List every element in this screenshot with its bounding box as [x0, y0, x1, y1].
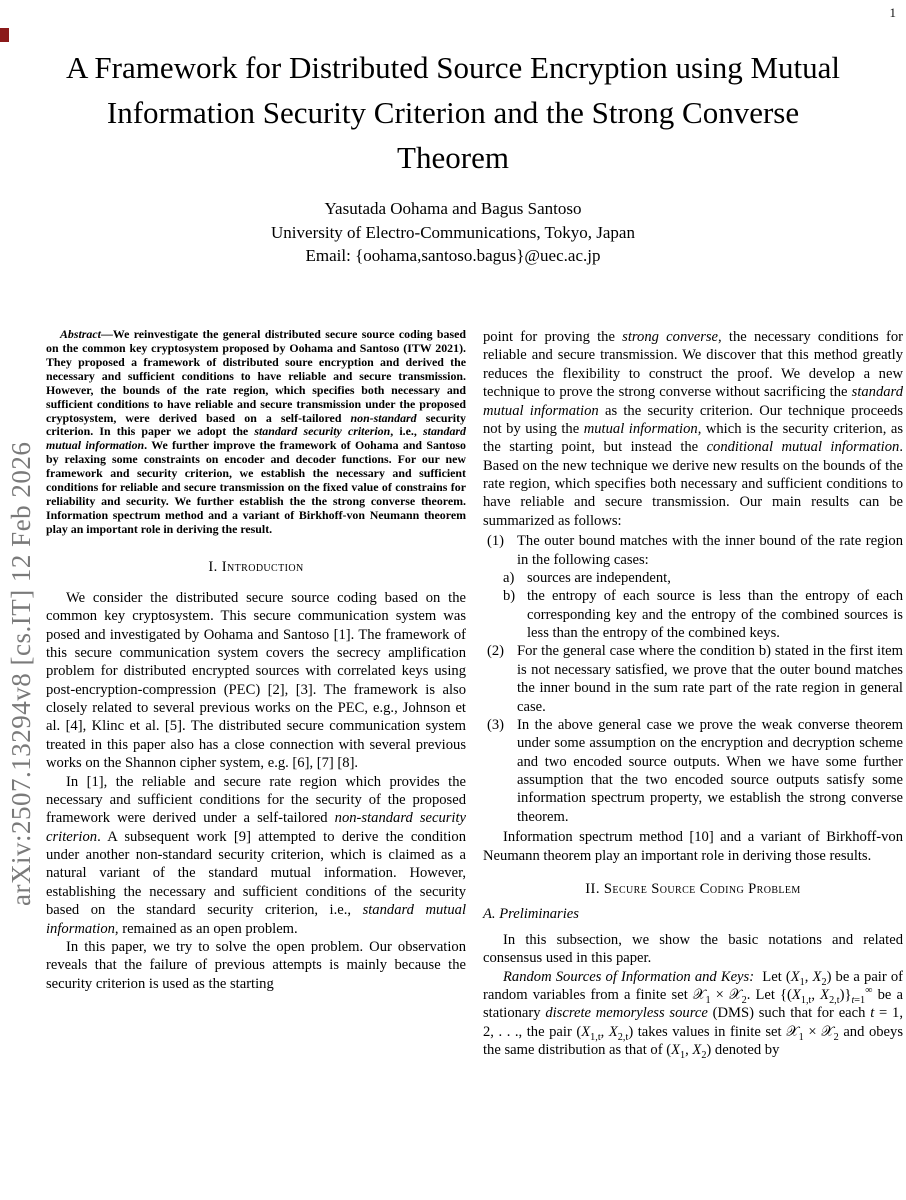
list-item-1-marker: (1) [487, 533, 505, 550]
two-column-body [46, 328, 903, 1060]
list-item-3-text: In the above general case we prove the weak converse theorem under some assumption on the encryption and decryption scheme and two encoded source outputs. When we have some further assumption that the two encoded source outputs satisfy some information spectrum property, we establish the strong converse theorem. [517, 716, 903, 825]
authors: Yasutada Oohama and Bagus Santoso [324, 198, 582, 218]
after-list-paragraph: Information spectrum method [10] and a variant of Birkhoff-von Neumann theorem play an important role in deriving those results. [483, 829, 903, 864]
sublist-item-b-text: the entropy of each source is less than the entropy of each corresponding key and the entropy of the combined sources is less than the entropy of the combined keys. [527, 588, 903, 641]
author-block [0, 197, 906, 268]
list-item-3 [483, 716, 903, 826]
arxiv-watermark: arXiv:2507.13294v8 [cs.IT] 12 Feb 2026 [6, 441, 36, 906]
list-item-2 [483, 642, 903, 716]
list-item-1-sublist [503, 569, 903, 643]
corner-link-mark [0, 28, 9, 42]
sublist-item-b-marker: b) [503, 588, 516, 605]
list-item-1 [483, 532, 903, 569]
intro-paragraph-3-continuation: point for proving the strong converse, the necessary conditions for reliable and secure transmission. We discover that this method greatly reduces the flexibility to construct the proof. We develop a new technique to prove the strong converse without sacrificing the standard mutual information as the security criterion. Our technique proceeds not by using the mutual information, which is the security criterion, as the starting point, but instead the conditional mutual information. Based on the new technique we derive new results on the bounds of the rate region, which specifies both necessary and sufficient conditions to have reliable and secure transmission. Our main results can be summarized as follows: [483, 329, 904, 529]
email: Email: {oohama,santoso.bagus}@uec.ac.jp [305, 246, 601, 266]
list-item-1-text: The outer bound matches with the inner bound of the rate region in the following cases: [517, 533, 903, 568]
abstract: Abstract—We reinvestigate the general distributed secure source coding based on the common key cryptosystem proposed by Oohama and Santoso (ITW 2021). They proposed a framework of distributed soure encryption and derived the necessary and sufficient conditions to have reliable and secure transmission. However, the bounds of the rate region, which specifies both necessary and sufficient conditions to have reliable and secure transmission under the proposed cryptosystem, were derived based on a self-tailored non-standard security criterion. In this paper we adopt the standard security criterion, i.e., standard mutual information. We further improve the framework of Oohama and Santoso by relaxing some constraints on encoder and decoder functions. For our new framework and security criterion, we establish the necessary and sufficient conditions for reliable and secure transmission on the fixed value of constrains for reliability and security. We further establish the the strong converse theorem. Information spectrum method and a variant of Birkhoff-von Neumann theorem play an important role in deriving the result. [46, 327, 466, 536]
page-number: 1 [889, 5, 896, 20]
intro-paragraph-1: We consider the distributed secure source coding based on the common key cryptosystem. This secure communication system was posed and investigated by Oohama and Santoso [1]. The framework of this secure communication system covers the secrecy amplification problem for distributed encrypted sources with correlated keys using post-encryption-compression (PEC) [2], [3]. The framework is also closely related to several previous works on the PEC, e.g., Johnson et al. [4], Klinc et al. [5]. The distributed secure communication system treated in this paper also has a close connection with several previous works on the Shannon cipher system, e.g. [6], [7] [8]. [46, 589, 466, 772]
sublist-item-a-marker: a) [503, 569, 515, 586]
list-item-3-marker: (3) [487, 716, 505, 733]
preliminaries-paragraph-1: In this subsection, we show the basic notations and related consensus used in this paper. [483, 931, 903, 967]
sublist-item-a [503, 569, 903, 587]
affiliation: University of Electro-Communications, Tokyo, Japan [271, 222, 635, 242]
sublist-item-b [503, 587, 903, 642]
intro-paragraph-2: In [1], the reliable and secure rate region which provides the necessary and sufficient conditions for the security of the proposed framework were derived under a self-tailored non-standard security criterion. A subsequent work [9] attempted to derive the condition under another non-standard security criterion, which is claimed as a natural variant of the standard mutual information. However, establishing the necessary and sufficient conditions of the security based on the standard security criterion, i.e., standard mutual information, remained as an open problem. [46, 773, 467, 937]
paper-title: A Framework for Distributed Source Encryption using Mutual Information Security Criterion and the Strong Converse Theorem [65, 50, 841, 175]
intro-paragraph-3: In this paper, we try to solve the open problem. Our observation reveals that the failure of previous attempts is mainly because the security criterion is used as the starting [46, 938, 466, 992]
subsection-heading-preliminaries: A. Preliminaries [483, 905, 579, 922]
list-item-2-text: For the general case where the condition b) stated in the first item is not necessary satisfied, we prove that the outer bound matches the inner bound in the sum rate part of the rate region in general case. [517, 643, 903, 715]
right-column [483, 328, 903, 1060]
section-heading-secure-source-coding: II. Secure Source Coding Problem [585, 880, 801, 897]
list-item-2-marker: (2) [487, 643, 505, 660]
left-column [46, 328, 466, 1060]
section-heading-introduction: I. Introduction [208, 558, 304, 575]
main-results-list [483, 532, 903, 826]
sublist-item-a-text: sources are independent, [527, 569, 671, 586]
preliminaries-paragraph-2: Random Sources of Information and Keys: Let ($X_1$, $X_2$) be a pair of random variables from a finite set 𝒳$_1$ × 𝒳$_2$. Let {($X_{1,t}$, $X_{2,t})\}_{t=1}^\infty$ be a stationary discrete memoryless source (DMS) such that for each t = 1, 2, . . ., the pair ($X_{1,t}$, $X_{2,t}$) takes values in finite set 𝒳$_1$ × 𝒳$_2$ and obeys the same distribution as that of ($X_1$, $X_2$) denoted by [483, 968, 904, 1062]
